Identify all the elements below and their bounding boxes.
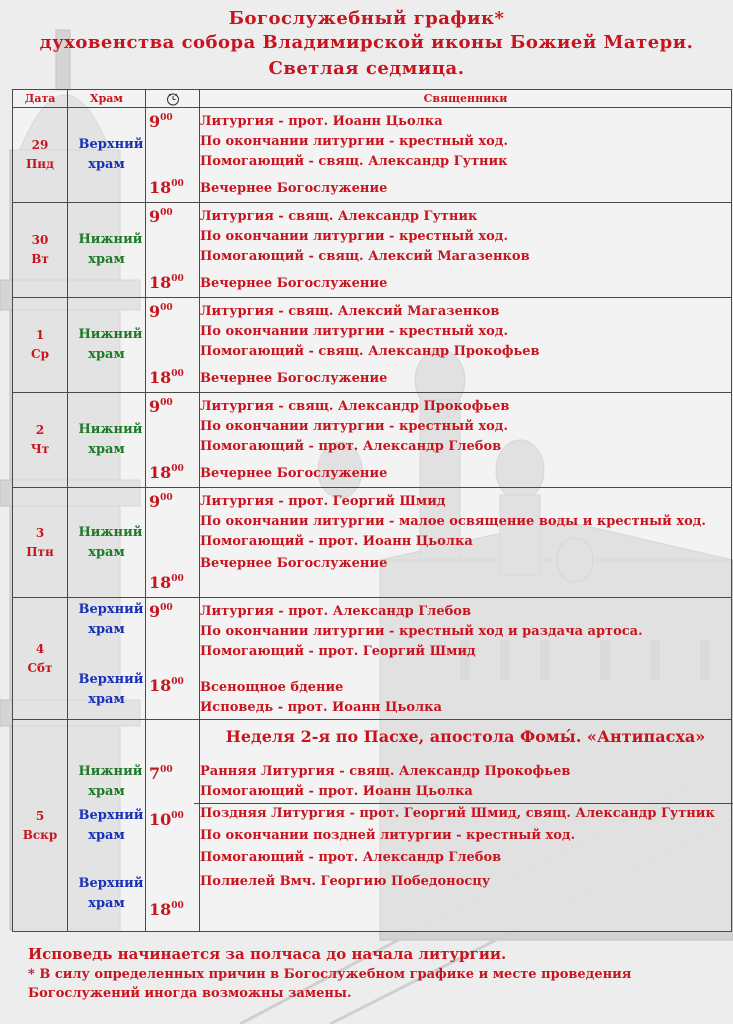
time: $7^{00}$ bbox=[149, 764, 173, 783]
disclaimer-note-cont: Богослужений иногда возможны замены. bbox=[28, 986, 352, 1001]
service-line: Литургия - свящ. Алексий Магазенков bbox=[200, 304, 500, 319]
service-line: По окончании литургии - крестный ход. bbox=[200, 324, 509, 339]
weekday: Вскр bbox=[22, 827, 58, 842]
weekday: Вт bbox=[31, 252, 49, 266]
service-line: Помогающий - свящ. Александр Гутник bbox=[200, 154, 508, 169]
service-line: Вечернее Богослужение bbox=[200, 371, 388, 386]
title-line-1: Богослужебный график* bbox=[228, 8, 505, 29]
temple-name: Нижний храм bbox=[78, 232, 143, 267]
service-line: Поздняя Литургия - прот. Георгий Шмид, свящ. Александр Гутник bbox=[200, 806, 715, 821]
temple-name: Верхний храм bbox=[78, 808, 144, 843]
date-cell bbox=[13, 393, 68, 488]
service-line: Ранняя Литургия - свящ. Александр Прокофьев bbox=[200, 764, 571, 779]
service-line: По окончании поздней литургии - крестный ход. bbox=[200, 828, 576, 843]
time: $18^{00}$ bbox=[149, 463, 184, 482]
service-line: Литургия - прот. Иоанн Цьолка bbox=[200, 114, 443, 129]
time: $10^{00}$ bbox=[149, 810, 184, 829]
service-cell bbox=[200, 298, 732, 393]
service-line: Помогающий - прот. Александр Глебов bbox=[200, 850, 502, 865]
time: $9^{00}$ bbox=[149, 397, 173, 416]
title-line-3: Светлая седмица. bbox=[268, 58, 465, 79]
service-line: Вечернее Богослужение bbox=[200, 556, 388, 571]
clock-icon bbox=[166, 92, 180, 106]
time-cell bbox=[146, 108, 200, 203]
time-cell bbox=[146, 720, 200, 932]
time: $9^{00}$ bbox=[149, 112, 173, 131]
service-line: По окончании литургии - крестный ход. bbox=[200, 134, 509, 149]
weekday: Сбт bbox=[27, 660, 53, 675]
day-number: 30 bbox=[31, 233, 49, 247]
col-time-header bbox=[146, 90, 200, 108]
temple-name: Нижний храм bbox=[78, 764, 143, 799]
weekday: Птн bbox=[26, 544, 54, 559]
time: $18^{00}$ bbox=[149, 273, 184, 292]
table-row bbox=[13, 598, 732, 720]
weekday: Чт bbox=[30, 442, 50, 456]
day-number: 2 bbox=[35, 423, 45, 437]
disclaimer-note: * В силу определенных причин в Богослужебном графике и месте проведения bbox=[28, 967, 632, 982]
service-cell bbox=[200, 393, 732, 488]
service-line: Всенощное бдение bbox=[200, 680, 344, 695]
time: $18^{00}$ bbox=[149, 573, 184, 592]
temple-name: Верхний храм bbox=[78, 602, 144, 637]
date-cell bbox=[13, 298, 68, 393]
service-line: Вечернее Богослужение bbox=[200, 181, 388, 196]
service-line: Исповедь - прот. Иоанн Цьолка bbox=[200, 700, 442, 715]
time: $18^{00}$ bbox=[149, 368, 184, 387]
time-cell bbox=[146, 203, 200, 298]
temple-name: Верхний храм bbox=[78, 876, 144, 911]
service-line: Полиелей Вмч. Георгию Победоносцу bbox=[200, 874, 491, 889]
time: $18^{00}$ bbox=[149, 900, 184, 919]
time: $9^{00}$ bbox=[149, 492, 173, 511]
temple-cell bbox=[68, 720, 146, 932]
time: $18^{00}$ bbox=[149, 178, 184, 197]
service-line: Помогающий - прот. Иоанн Цьолка bbox=[200, 784, 473, 799]
service-line: Литургия - свящ. Александр Прокофьев bbox=[200, 399, 510, 414]
service-line: Помогающий - прот. Иоанн Цьолка bbox=[200, 534, 473, 549]
temple-name: Нижний храм bbox=[78, 327, 143, 362]
time-cell bbox=[146, 298, 200, 393]
time: $9^{00}$ bbox=[149, 207, 173, 226]
temple-cell bbox=[68, 598, 146, 720]
service-cell bbox=[200, 203, 732, 298]
col-date-header: Дата bbox=[13, 90, 68, 108]
day-number: 1 bbox=[35, 328, 45, 342]
service-line: Помогающий - свящ. Алексий Магазенков bbox=[200, 249, 530, 264]
date-cell bbox=[13, 203, 68, 298]
service-line: Вечернее Богослужение bbox=[200, 466, 388, 481]
time-cell bbox=[146, 598, 200, 720]
service-line: Помогающий - прот. Александр Глебов bbox=[200, 439, 502, 454]
temple-name: Верхний храм bbox=[78, 137, 144, 172]
service-line: Вечернее Богослужение bbox=[200, 276, 388, 291]
date-cell bbox=[13, 720, 68, 932]
temple-name: Верхний храм bbox=[78, 672, 144, 707]
time: $9^{00}$ bbox=[149, 602, 173, 621]
temple-cell bbox=[68, 108, 146, 203]
service-cell bbox=[200, 488, 732, 598]
day-number: 29 bbox=[31, 138, 49, 152]
day-number: 3 bbox=[35, 525, 45, 540]
col-temple-header: Храм bbox=[68, 90, 146, 108]
service-cell bbox=[200, 598, 732, 720]
weekday: Ср bbox=[31, 347, 49, 361]
schedule-table bbox=[12, 89, 732, 932]
table-row bbox=[13, 393, 732, 488]
service-line: По окончании литургии - крестный ход и раздача артоса. bbox=[200, 624, 643, 639]
time-cell bbox=[146, 488, 200, 598]
day-number: 5 bbox=[35, 808, 45, 823]
temple-name: Нижний храм bbox=[78, 422, 143, 457]
footer-notes bbox=[28, 943, 728, 1003]
table-row bbox=[13, 488, 732, 598]
table-row bbox=[13, 720, 732, 932]
service-line: По окончании литургии - крестный ход. bbox=[200, 419, 509, 434]
date-cell bbox=[13, 488, 68, 598]
day-number: 4 bbox=[35, 641, 45, 656]
table-row bbox=[13, 108, 732, 203]
service-line: По окончании литургии - малое освящение воды и крестный ход. bbox=[200, 514, 706, 529]
table-row bbox=[13, 203, 732, 298]
temple-cell bbox=[68, 488, 146, 598]
service-line: Литургия - свящ. Александр Гутник bbox=[200, 209, 478, 224]
col-priests-header: Священники bbox=[200, 90, 732, 108]
temple-name: Нижний храм bbox=[78, 524, 143, 560]
date-cell bbox=[13, 598, 68, 720]
time-cell bbox=[146, 393, 200, 488]
weekday: Пнд bbox=[25, 157, 55, 171]
service-cell bbox=[200, 720, 732, 932]
service-line: Помогающий - прот. Георгий Шмид bbox=[200, 644, 476, 659]
sunday-heading: Неделя 2-я по Пасхе, апостола Фомы́. «Антипасха» bbox=[225, 727, 706, 746]
time: $9^{00}$ bbox=[149, 302, 173, 321]
service-cell bbox=[200, 108, 732, 203]
service-line: Литургия - прот. Георгий Шмид bbox=[200, 494, 446, 509]
service-line: Литургия - прот. Александр Глебов bbox=[200, 604, 471, 619]
time: $18^{00}$ bbox=[149, 676, 184, 695]
confession-note: Исповедь начинается за полчаса до начала литургии. bbox=[28, 945, 507, 963]
header-row bbox=[13, 90, 732, 108]
service-line: По окончании литургии - крестный ход. bbox=[200, 229, 509, 244]
service-line: Помогающий - свящ. Александр Прокофьев bbox=[200, 344, 540, 359]
date-cell bbox=[13, 108, 68, 203]
temple-cell bbox=[68, 298, 146, 393]
temple-cell bbox=[68, 203, 146, 298]
temple-cell bbox=[68, 393, 146, 488]
table-row bbox=[13, 298, 732, 393]
title-line-2: духовенства собора Владимирской иконы Божией Матери. bbox=[39, 32, 694, 53]
